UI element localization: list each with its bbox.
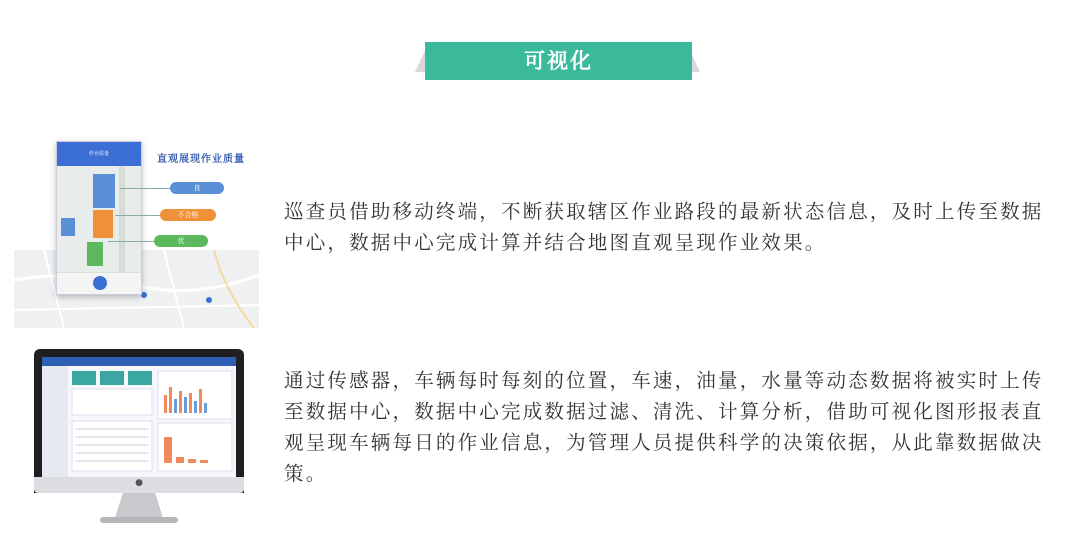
tag-good: 良 <box>170 182 224 194</box>
apple-logo-icon: ● <box>135 478 143 488</box>
monitor-frame <box>34 349 244 493</box>
road-strip <box>119 166 125 274</box>
phone-footer <box>57 272 142 294</box>
zone-excellent <box>87 242 103 266</box>
phone-map-view <box>57 166 142 274</box>
phone-mockup <box>56 141 142 295</box>
section1-description: 巡查员借助移动终端，不断获取辖区作业路段的最新状态信息，及时上传至数据中心，数据中心完成计算并结合地图直观呈现作业效果。 <box>284 200 1044 254</box>
monitor-stand <box>112 493 166 519</box>
section-title: 可视化 <box>425 42 692 80</box>
section-title-banner <box>415 42 700 82</box>
tag-excellent: 优 <box>154 235 208 247</box>
dashboard-screen <box>42 357 236 479</box>
section2-description: 通过传感器，车辆每时每刻的位置，车速，油量，水量等动态数据将被实时上传至数据中心，数据中心完成数据过滤、清洗、计算分析，借助可视化图形报表直观呈现车辆每日的作业信息，为管理人员提供科学的决策依据，从此靠数据做决策。 <box>284 369 1044 485</box>
zone-blue-left <box>61 218 75 236</box>
tag-line-excellent <box>108 241 154 242</box>
tag-bad: 不合格 <box>160 209 216 221</box>
monitor-base <box>100 517 178 523</box>
phone-heading: 直观展现作业质量 <box>157 154 245 165</box>
tag-line-bad <box>115 215 160 216</box>
zone-good <box>93 174 115 208</box>
phone-action-button <box>93 276 107 290</box>
tag-line-good <box>120 188 170 189</box>
dashboard-preview <box>42 357 236 479</box>
phone-title-bar: 作业质量 <box>57 142 141 166</box>
zone-bad <box>93 210 113 238</box>
